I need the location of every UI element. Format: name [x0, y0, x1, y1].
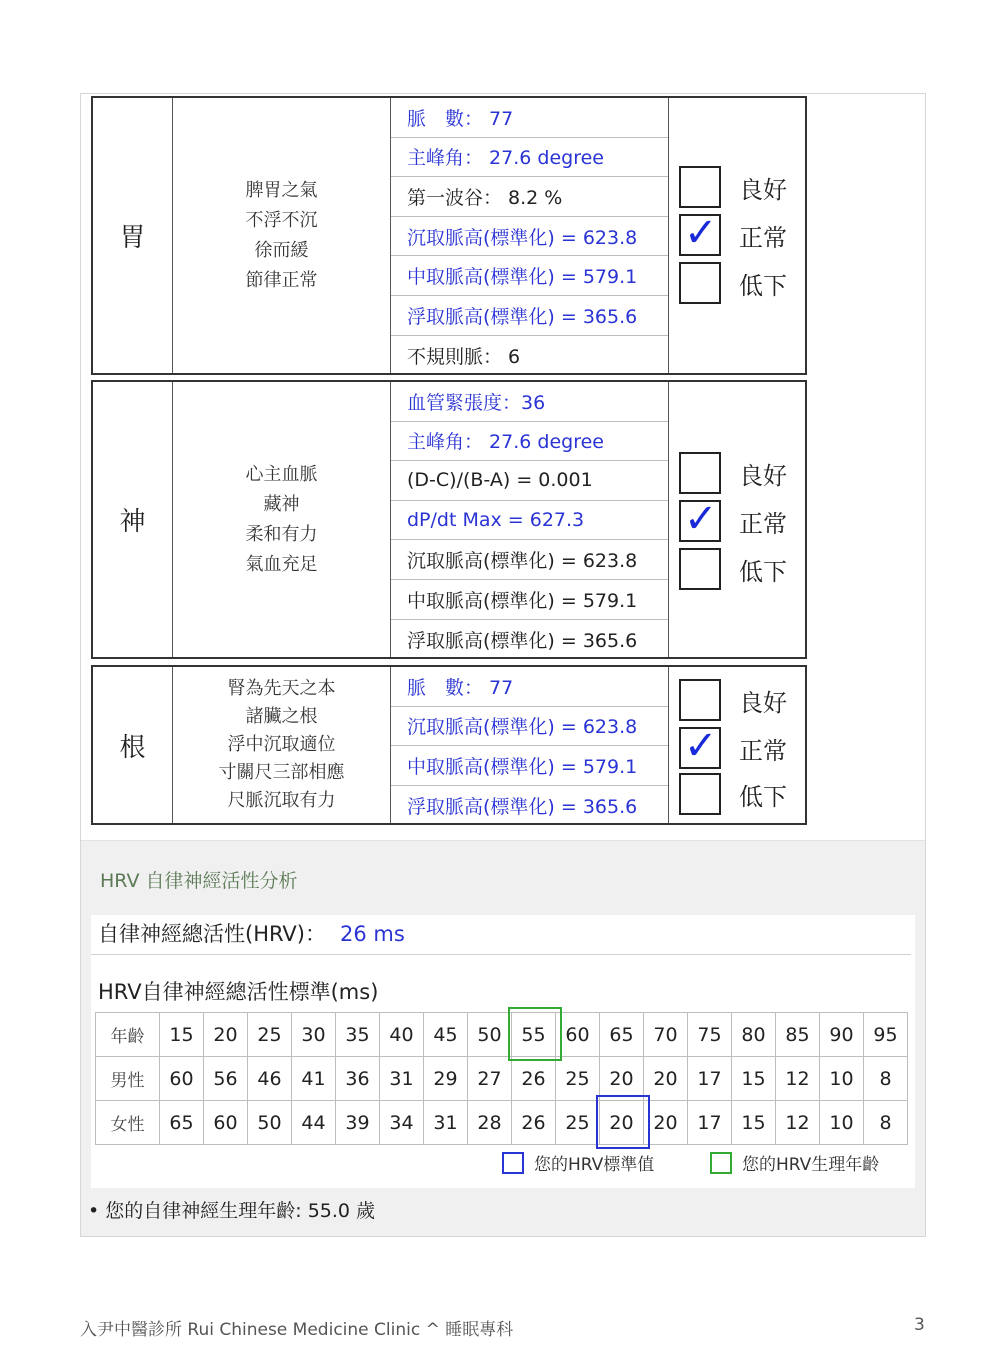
table-cell: 56 — [204, 1057, 248, 1101]
table-cell: 60 — [204, 1101, 248, 1145]
table-cell: 55 — [512, 1013, 556, 1057]
metric-row: 第一波谷： 8.2 % — [391, 177, 668, 217]
table-cell: 25 — [556, 1101, 600, 1145]
metric-row: 浮取脈高(標準化) = 365.6 — [391, 296, 668, 336]
hrv-total — [98, 918, 405, 948]
table-cell: 20 — [204, 1013, 248, 1057]
section-description — [173, 98, 391, 373]
section-label: 胃 — [93, 98, 173, 373]
desc-line: 節律正常 — [245, 269, 318, 291]
check-normal[interactable] — [679, 496, 787, 542]
table-cell: 65 — [600, 1013, 644, 1057]
checkbox[interactable] — [679, 679, 721, 721]
table-cell: 17 — [688, 1057, 732, 1101]
metric-row: dP/dt Max = 627.3 — [391, 501, 668, 541]
section-checks — [669, 667, 807, 823]
check-label: 低下 — [739, 557, 787, 586]
table-cell: 20 — [600, 1101, 644, 1145]
table-cell: 44 — [292, 1101, 336, 1145]
section-description — [173, 667, 391, 823]
metric-row: 脈 數： 77 — [391, 98, 668, 138]
physiological-age-line: • 您的自律神經生理年齡: 55.0 歲 — [88, 1200, 376, 1222]
metric-row: 浮取脈高(標準化) = 365.6 — [407, 629, 638, 652]
table-cell: 70 — [644, 1013, 688, 1057]
metric-row: 主峰角： 27.6 degree — [391, 138, 668, 178]
checkbox[interactable] — [679, 210, 721, 256]
metric-row: 沉取脈高(標準化) = 623.8 — [391, 540, 668, 580]
check-label: 正常 — [739, 509, 787, 538]
metric-row: 主峰角： 27.6 degree — [391, 422, 668, 462]
section-checks — [669, 98, 807, 373]
hrv-standard-highlight — [596, 1095, 650, 1149]
desc-line: 藏神 — [263, 493, 300, 515]
check-low[interactable] — [679, 262, 787, 304]
table-cell: 30 — [292, 1013, 336, 1057]
checkbox[interactable] — [679, 452, 721, 494]
table-cell: 26 — [512, 1101, 556, 1145]
desc-line: 心主血脈 — [245, 463, 318, 485]
checkbox[interactable] — [679, 548, 721, 590]
table-cell: 45 — [424, 1013, 468, 1057]
desc-line: 寸關尺三部相應 — [218, 762, 345, 783]
section-gen — [91, 665, 807, 825]
table-cell: 10 — [820, 1057, 864, 1101]
table-cell: 90 — [820, 1013, 864, 1057]
metric-row: 血管緊張度：36 — [391, 382, 668, 422]
table-cell: 31 — [380, 1057, 424, 1101]
footer-clinic: 入尹中醫診所 Rui Chinese Medicine Clinic ^ 睡眠專科 — [80, 1320, 514, 1340]
check-mark-icon: ✓ — [684, 496, 718, 542]
hrv-standard-table — [95, 1012, 908, 1145]
check-label: 良好 — [739, 175, 787, 204]
metric-row: (D-C)/(B-A) = 0.001 — [391, 461, 668, 501]
table-row — [96, 1057, 908, 1101]
table-cell: 17 — [688, 1101, 732, 1145]
table-cell: 10 — [820, 1101, 864, 1145]
table-cell: 50 — [248, 1101, 292, 1145]
check-good[interactable] — [679, 452, 787, 494]
checkbox[interactable] — [679, 496, 721, 542]
table-row — [96, 1101, 908, 1145]
check-low[interactable] — [679, 548, 787, 590]
table-cell: 34 — [380, 1101, 424, 1145]
check-good[interactable] — [679, 166, 787, 208]
legend-blue-swatch — [502, 1152, 524, 1174]
table-row — [96, 1013, 908, 1057]
section-metrics — [391, 382, 669, 657]
metric-row: 中取脈高(標準化) = 579.1 — [391, 256, 668, 296]
table-cell: 35 — [336, 1013, 380, 1057]
check-normal[interactable] — [679, 210, 787, 256]
desc-line: 徐而緩 — [254, 239, 309, 261]
row-header: 女性 — [96, 1101, 160, 1145]
metric-row: 沉取脈高(標準化) = 623.8 — [391, 707, 668, 747]
table-cell: 28 — [468, 1101, 512, 1145]
table-cell: 12 — [776, 1057, 820, 1101]
check-label: 良好 — [739, 688, 787, 717]
desc-line: 脾胃之氣 — [245, 179, 318, 201]
table-cell: 46 — [248, 1057, 292, 1101]
section-metrics — [391, 667, 669, 823]
metric-row: 沉取脈高(標準化) = 623.8 — [391, 217, 668, 257]
check-label: 良好 — [739, 461, 787, 490]
section-metrics — [391, 98, 669, 373]
hrv-total-label: 自律神經總活性(HRV)： — [98, 922, 326, 946]
desc-line: 諸臟之根 — [245, 706, 318, 727]
table-cell: 31 — [424, 1101, 468, 1145]
table-cell: 60 — [556, 1013, 600, 1057]
section-wei — [91, 96, 807, 375]
check-good[interactable] — [679, 679, 787, 721]
metric-row: 中取脈高(標準化) = 579.1 — [391, 746, 668, 786]
table-cell: 41 — [292, 1057, 336, 1101]
legend-green-swatch — [710, 1152, 732, 1174]
check-low[interactable] — [679, 773, 787, 815]
checkbox[interactable] — [679, 723, 721, 769]
metric-row: 不規則脈： 6 — [407, 345, 521, 368]
metric-row: 中取脈高(標準化) = 579.1 — [391, 580, 668, 620]
table-cell: 60 — [160, 1057, 204, 1101]
desc-line: 柔和有力 — [245, 523, 318, 545]
table-cell: 27 — [468, 1057, 512, 1101]
table-cell: 8 — [864, 1057, 908, 1101]
row-header: 男性 — [96, 1057, 160, 1101]
desc-line: 不浮不沉 — [245, 209, 318, 231]
section-description — [173, 382, 391, 657]
hrv-standard-title: HRV自律神經總活性標準(ms) — [98, 980, 379, 1004]
legend-label: 您的HRV生理年齡 — [742, 1155, 880, 1175]
section-label: 神 — [93, 382, 173, 657]
table-cell: 20 — [644, 1101, 688, 1145]
check-mark-icon: ✓ — [684, 210, 718, 256]
table-cell: 95 — [864, 1013, 908, 1057]
checkbox[interactable] — [679, 166, 721, 208]
checkbox[interactable] — [679, 262, 721, 304]
check-label: 低下 — [739, 782, 787, 811]
hrv-title: HRV 自律神經活性分析 — [100, 870, 298, 892]
metric-row: 浮取脈高(標準化) = 365.6 — [407, 796, 638, 819]
table-cell: 29 — [424, 1057, 468, 1101]
table-cell: 65 — [160, 1101, 204, 1145]
checkbox[interactable] — [679, 773, 721, 815]
table-cell: 12 — [776, 1101, 820, 1145]
desc-line: 氣血充足 — [245, 553, 318, 575]
check-label: 正常 — [739, 223, 787, 252]
table-cell: 20 — [600, 1057, 644, 1101]
desc-line: 浮中沉取適位 — [227, 734, 336, 755]
table-cell: 36 — [336, 1057, 380, 1101]
metric-row: 脈 數： 77 — [391, 667, 668, 707]
hrv-total-value: 26 ms — [340, 922, 405, 946]
desc-line: 尺脈沉取有力 — [227, 790, 336, 811]
section-shen — [91, 380, 807, 659]
check-normal[interactable] — [679, 723, 787, 769]
check-label: 正常 — [739, 736, 787, 765]
section-checks — [669, 382, 807, 657]
table-cell: 25 — [248, 1013, 292, 1057]
desc-line: 腎為先天之本 — [227, 678, 336, 699]
legend-green — [710, 1150, 879, 1175]
table-cell: 85 — [776, 1013, 820, 1057]
table-cell: 50 — [468, 1013, 512, 1057]
physiological-age-highlight — [508, 1007, 562, 1061]
check-mark-icon: ✓ — [684, 723, 718, 769]
table-cell: 40 — [380, 1013, 424, 1057]
table-cell: 39 — [336, 1101, 380, 1145]
table-cell: 15 — [732, 1057, 776, 1101]
table-cell: 75 — [688, 1013, 732, 1057]
table-cell: 25 — [556, 1057, 600, 1101]
table-cell: 26 — [512, 1057, 556, 1101]
divider — [91, 954, 911, 955]
table-cell: 15 — [732, 1101, 776, 1145]
check-label: 低下 — [739, 271, 787, 300]
row-header: 年齡 — [96, 1013, 160, 1057]
table-cell: 80 — [732, 1013, 776, 1057]
table-cell: 8 — [864, 1101, 908, 1145]
legend-label: 您的HRV標準值 — [534, 1155, 655, 1175]
table-cell: 20 — [644, 1057, 688, 1101]
section-label: 根 — [93, 667, 173, 823]
table-cell: 15 — [160, 1013, 204, 1057]
page-number: 3 — [914, 1315, 925, 1335]
legend-blue — [502, 1150, 654, 1175]
